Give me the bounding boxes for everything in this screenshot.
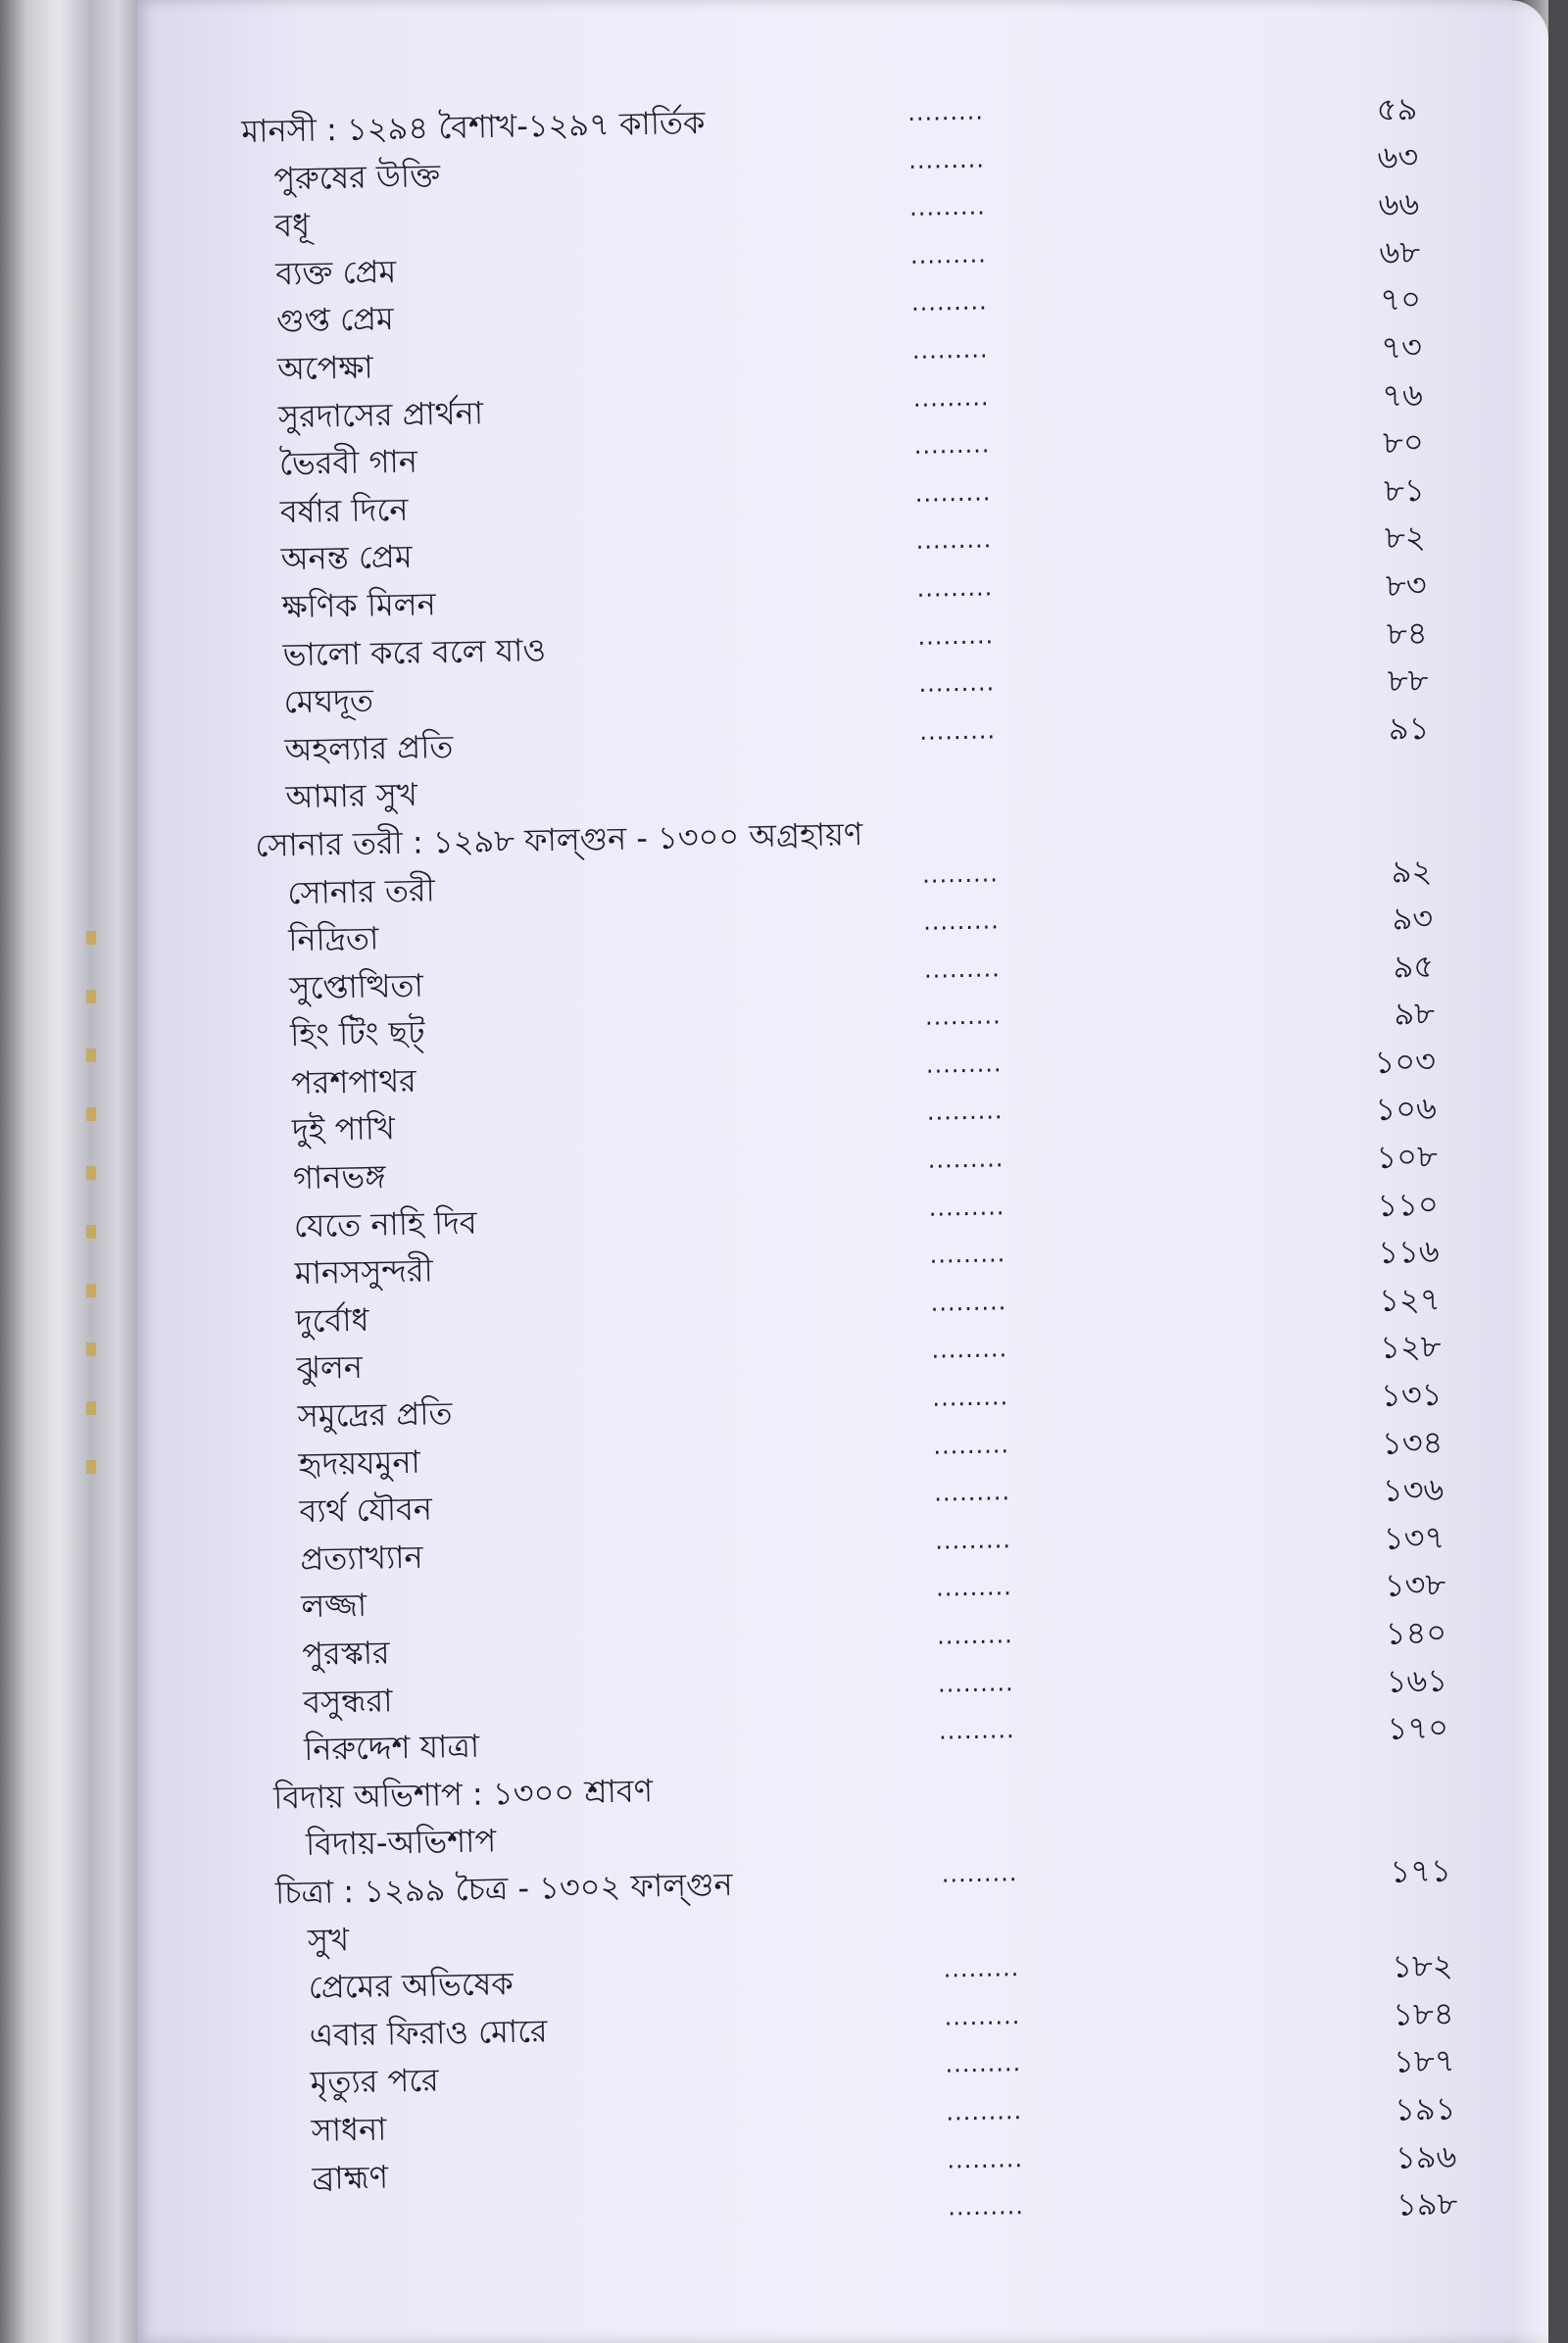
leader-dots: ......... (932, 1383, 1009, 1412)
page-number: ১৮২ (1391, 1946, 1453, 1985)
book-spine (0, 0, 147, 2343)
entry-title: অপেক্ষা (276, 348, 373, 388)
entry-title: ভৈরবী গান (278, 442, 418, 483)
leader-dots: ......... (937, 1668, 1014, 1698)
entry-title: গানভঙ্গ (292, 1157, 386, 1197)
page-number: ১০৬ (1375, 1090, 1438, 1129)
leader-dots: ......... (908, 192, 987, 222)
leader-dots: ......... (933, 1430, 1010, 1460)
leader-dots: ......... (930, 1288, 1007, 1317)
page-number: ১২৮ (1379, 1328, 1442, 1367)
entry-title: হিং টিং ছট্‌ (289, 1013, 425, 1054)
page-number: ৮১ (1383, 470, 1426, 510)
entry-title: সোনার তরী (287, 870, 436, 911)
leader-dots: ......... (914, 478, 992, 508)
page-number: ১৭১ (1390, 1851, 1452, 1890)
leader-dots: ......... (928, 1192, 1005, 1222)
page-number: ১৯৬ (1395, 2137, 1457, 2176)
page-number: ৯২ (1391, 852, 1433, 891)
leader-dots: ......... (925, 1049, 1003, 1079)
entry-title: যেতে নাহি দিব (293, 1203, 478, 1245)
entry-title: পুরুষের উক্তি (273, 156, 441, 197)
entry-title: প্রেমের অভিষেক (308, 1965, 514, 2007)
entry-title: পুরস্কার (301, 1634, 390, 1674)
page-number: ১১৬ (1377, 1232, 1440, 1272)
page-number: ৬৮ (1379, 232, 1421, 271)
leader-dots: ......... (912, 382, 990, 413)
page-number: ৯৩ (1392, 899, 1434, 938)
entry-title: ভালো করে বলে যাও (282, 630, 547, 673)
leader-dots: ......... (931, 1335, 1008, 1365)
page-number: ১৯৮ (1396, 2184, 1458, 2223)
entry-title: সুরদাসের প্রার্থনা (277, 393, 484, 435)
page-number: ৭৩ (1380, 327, 1423, 366)
page-number: ১৮৪ (1392, 1994, 1454, 2033)
page-number: ১২৭ (1378, 1280, 1441, 1319)
page-number: ১৭০ (1387, 1708, 1449, 1748)
entry-title: ব্রাহ্মণ (312, 2158, 389, 2197)
entry-title: বসুন্ধরা (302, 1681, 393, 1721)
page-number: ৮০ (1382, 423, 1425, 462)
leader-dots: ......... (926, 1097, 1004, 1127)
leader-dots: ......... (915, 525, 993, 556)
table-of-contents (241, 85, 1468, 2251)
section-title: সোনার তরী : ১২৯৮ ফাল্গুন - ১৩০০ অগ্রহায়ণ (255, 814, 863, 864)
page-number: ১৩৬ (1382, 1470, 1445, 1510)
leader-dots: ......... (935, 1573, 1013, 1603)
entry-title: ঝুলন (296, 1348, 364, 1388)
entry-title: এবার ফিরাও মোরে (309, 2012, 548, 2054)
entry-title: সমুদ্রের প্রতি (297, 1394, 453, 1436)
entry-title: নিদ্রিতা (287, 919, 379, 959)
leader-dots: ......... (913, 430, 991, 461)
entry-title: মানসসুন্দরী (294, 1251, 434, 1293)
section-title: বিদায় অভিশাপ : ১৩০০ শ্রাবণ (272, 1772, 654, 1817)
entry-title: বর্ষার দিনে (279, 490, 409, 531)
entry-title: ব্যর্থ যৌবন (299, 1489, 433, 1531)
leader-dots: ......... (924, 1001, 1002, 1032)
page-number: ৮৩ (1385, 565, 1427, 605)
leader-dots: ......... (943, 1954, 1020, 1983)
leader-dots: ......... (911, 335, 989, 365)
leader-dots: ......... (922, 906, 1001, 936)
entry-title: অনন্ত প্রেম (280, 538, 413, 578)
page-number: ৯৫ (1393, 947, 1435, 986)
page-number: ৬৩ (1377, 137, 1419, 176)
leader-dots: ......... (923, 953, 1001, 984)
leader-dots: ......... (907, 145, 986, 174)
entry-title: সাধনা (311, 2110, 387, 2149)
leader-dots: ......... (947, 2192, 1025, 2221)
leader-dots: ......... (916, 573, 994, 603)
leader-dots: ......... (906, 97, 985, 126)
page-number: ৮২ (1384, 518, 1427, 558)
page-number: ১৯১ (1394, 2089, 1456, 2128)
leader-dots: ......... (917, 620, 995, 651)
page-number: ৮৪ (1386, 613, 1428, 653)
page-number: ৫৯ (1376, 89, 1418, 128)
page-number: ৭৬ (1381, 375, 1424, 415)
leader-dots: ......... (919, 716, 997, 746)
entry-title: ক্ষণিক মিলন (281, 585, 436, 626)
leader-dots: ......... (941, 1859, 1018, 1888)
leader-dots: ......... (934, 1525, 1012, 1555)
entry-title: অহল্যার প্রতি (284, 727, 454, 768)
leader-dots: ......... (936, 1621, 1013, 1650)
entry-title: নিরুদ্দেশ যাত্রা (303, 1727, 480, 1769)
leader-dots: ......... (929, 1240, 1006, 1269)
page-number: ৬৬ (1378, 185, 1420, 223)
page-number: ৮৮ (1387, 660, 1429, 700)
page-number: ১৪০ (1385, 1613, 1447, 1652)
page-number: ৯১ (1388, 708, 1430, 748)
entry-title: লজ্জা (301, 1586, 368, 1626)
entry-title: সুখ (307, 1920, 350, 1959)
leader-dots: ......... (938, 1716, 1015, 1745)
page-number: ৯৮ (1394, 995, 1436, 1033)
page-number: ১৩৪ (1381, 1423, 1444, 1462)
leader-dots: ......... (944, 2001, 1021, 2031)
entry-title: দুর্বোধ (295, 1300, 369, 1340)
page-number: ১৩৭ (1383, 1518, 1446, 1557)
leader-dots: ......... (934, 1478, 1011, 1507)
entry-title: গুপ্ত প্রেম (275, 300, 395, 340)
page-number: ১৩৮ (1384, 1566, 1446, 1605)
entry-title: পরশপাথর (290, 1061, 417, 1102)
leader-dots: ......... (909, 240, 987, 269)
section-title: চিত্রা : ১২৯৯ চৈত্র - ১৩০২ ফাল্গুন (274, 1865, 733, 1912)
entry-title: প্রত্যাখ্যান (300, 1538, 423, 1578)
leader-dots: ......... (945, 2049, 1022, 2078)
entry-title: দুই পাখি (291, 1109, 396, 1149)
section-title: মানসী : ১২৯৪ বৈশাখ-১২৯৭ কার্তিক (241, 103, 706, 150)
entry-title: হৃদয়যমুনা (298, 1442, 421, 1483)
page-number: ১৩১ (1380, 1375, 1443, 1414)
entry-title: সুপ্তোত্থিতা (288, 966, 424, 1006)
leader-dots: ......... (927, 1145, 1004, 1174)
entry-title: ব্যক্ত প্রেম (274, 252, 397, 293)
leader-dots: ......... (921, 858, 1000, 889)
spine-stain (86, 931, 96, 1480)
page-number: ১০৮ (1376, 1137, 1439, 1177)
page-edge-shadow (1513, 0, 1548, 2343)
page-number: ১০৩ (1374, 1042, 1437, 1081)
leader-dots: ......... (946, 2097, 1023, 2126)
leader-dots: ......... (910, 287, 988, 317)
leader-dots: ......... (918, 668, 996, 698)
page-number: ৭০ (1379, 280, 1422, 319)
leader-dots: ......... (947, 2144, 1024, 2174)
entry-title: মেঘদূত (283, 681, 374, 721)
page-number: ১৬১ (1386, 1661, 1448, 1700)
entry-title: মৃত্যুর পরে (310, 2061, 440, 2102)
page-number: ১৮৭ (1393, 2041, 1455, 2081)
entry-title: বিদায়-অভিশাপ (305, 1822, 497, 1864)
page-number: ১১০ (1376, 1185, 1440, 1224)
entry-title: আমার সুখ (285, 775, 418, 816)
entry-title: বধূ (273, 206, 311, 245)
